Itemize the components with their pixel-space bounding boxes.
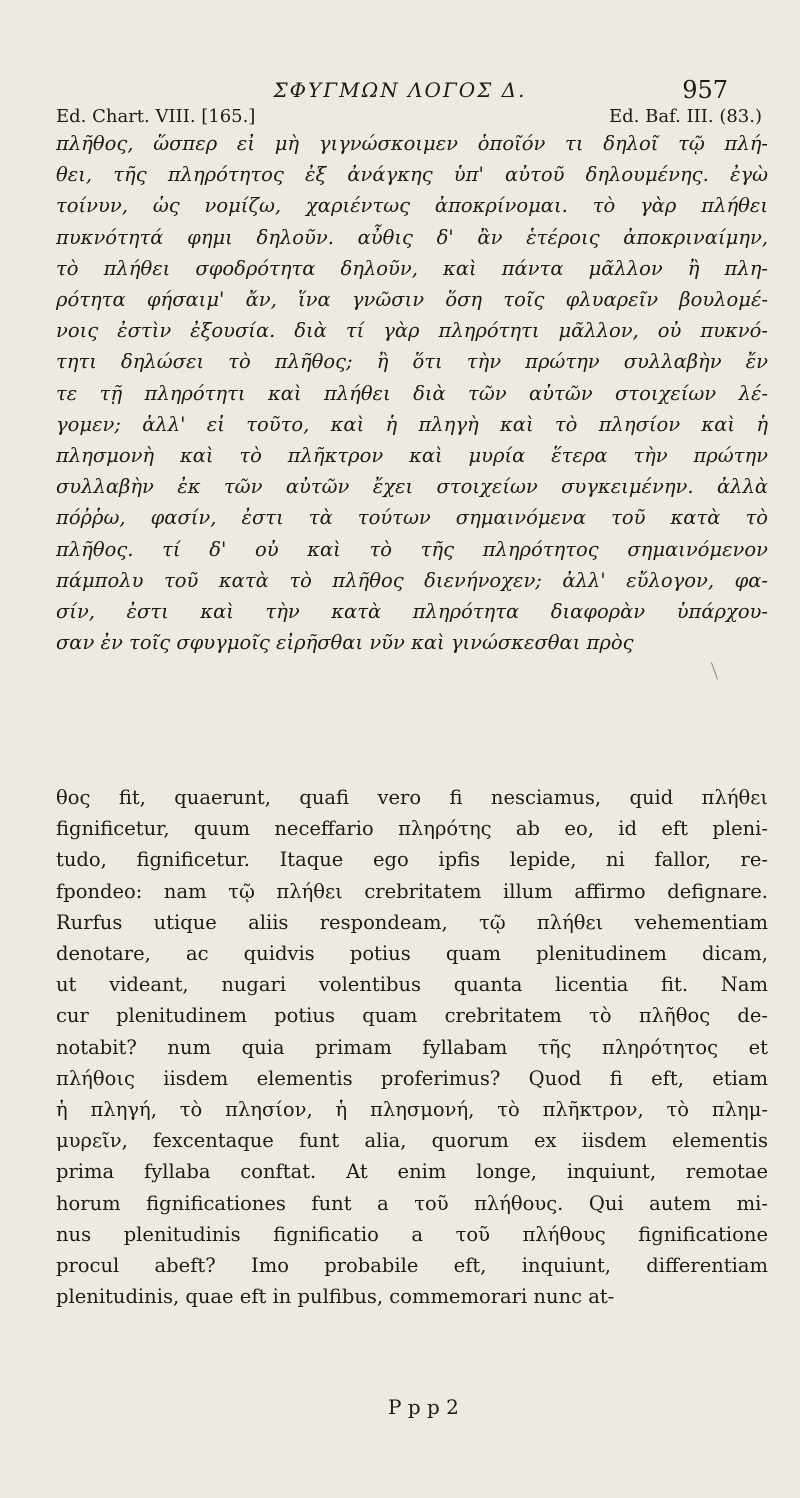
- greek-line: σίν, ἐστι καὶ τὴν κατὰ πληρότητα διαφορὰν ὑπάρχου-: [56, 600, 768, 624]
- greek-line: τὸ πλήθει σφοδρότητα δηλοῦν, καὶ πάντα μᾶλλον ἢ πλη-: [56, 256, 768, 280]
- latin-line: πλήθοις iisdem elementis proferimus? Quod fi eft, etiam: [56, 1066, 768, 1090]
- printer-signature: P p p 2: [388, 1395, 459, 1419]
- latin-line: θος fit, quaerunt, quafi vero fi nesciamus, quid πλήθει: [56, 786, 768, 809]
- latin-line: fignificetur, quum neceffario πληρότης ab eo, id eft pleni-: [56, 817, 768, 841]
- latin-line: tudo, fignificetur. Itaque ego ipfis lepide, ni fallor, re-: [56, 848, 768, 872]
- edition-chartier: Ed. Chart. VIII. [165.]: [56, 106, 256, 127]
- latin-line: procul abeft? Imo probabile eft, inquiunt, differentiam: [56, 1254, 768, 1278]
- latin-text-block: [56, 782, 768, 1312]
- greek-line: πυκνότητά φημι δηλοῦν. αὖθις δ' ἂν ἑτέροις ἀποκριναίμην,: [56, 225, 768, 249]
- greek-line: ρότητα φήσαιμ' ἄν, ἵνα γνῶσιν ὅση τοῖς φλυαρεῖν βουλομέ-: [56, 288, 768, 312]
- latin-line: prima fyllaba conftat. At enim longe, inquiunt, remotae: [56, 1160, 768, 1184]
- greek-line: νοις ἐστὶν ἐξουσία. διὰ τί γὰρ πληρότητι μᾶλλον, οὐ πυκνό-: [56, 319, 768, 343]
- latin-line: ut videant, nugari volentibus quanta licentia fit. Nam: [56, 973, 768, 997]
- running-head: ΣΦΥΓΜΩΝ ΛΟΓΟΣ Δ.: [273, 78, 527, 102]
- greek-line: θει, τῆς πληρότητος ἐξ ἀνάγκης ὑπ' αὐτοῦ δηλουμένης. ἐγὼ: [56, 163, 768, 187]
- latin-line: cur plenitudinem potius quam crebritatem τὸ πλῆθος de-: [56, 1004, 768, 1028]
- latin-line: μυρεῖν, fexcentaque funt alia, quorum ex iisdem elementis: [56, 1129, 768, 1153]
- latin-line: plenitudinis, quae eft in pulfibus, commemorari nunc at-: [56, 1285, 615, 1309]
- greek-line: τοίνυν, ὡς νομίζω, χαριέντως ἀποκρίνομαι. τὸ γὰρ πλήθει: [56, 194, 768, 218]
- latin-line: ἡ πληγή, τὸ πλησίον, ἡ πλησμονή, τὸ πλῆκτρον, τὸ πλημ-: [56, 1098, 768, 1122]
- greek-line: σαν ἐν τοῖς σφυγμοῖς εἰρῆσθαι νῦν καὶ γινώσκεσθαι πρὸς: [56, 631, 634, 655]
- latin-line: denotare, ac quidvis potius quam plenitudinem dicam,: [56, 942, 768, 966]
- greek-line: συλλαβὴν ἐκ τῶν αὐτῶν ἔχει στοιχείων συγκειμένην. ἀλλὰ: [56, 475, 768, 499]
- latin-line: horum fignificationes funt a τοῦ πλήθους. Qui autem mi-: [56, 1191, 768, 1215]
- greek-line: πλῆθος, ὥσπερ εἰ μὴ γιγνώσκοιμεν ὁποῖόν τι δηλοῖ τῷ πλή-: [56, 132, 768, 155]
- page-number: 957: [682, 76, 728, 104]
- greek-line: πόῤῥω, φασίν, ἐστι τὰ τούτων σημαινόμενα τοῦ κατὰ τὸ: [56, 506, 768, 530]
- greek-line: γομεν; ἀλλ' εἰ τοῦτο, καὶ ἡ πληγὴ καὶ τὸ πλησίον καὶ ἡ: [56, 412, 768, 436]
- greek-text-block: [56, 128, 768, 658]
- edition-basel: Ed. Baf. III. (83.): [609, 106, 762, 127]
- greek-line: πάμπολυ τοῦ κατὰ τὸ πλῆθος διενήνοχεν; ἀλλ' εὔλογον, φα-: [56, 568, 768, 592]
- margin-mark: [711, 662, 718, 679]
- greek-line: πλῆθος. τί δ' οὐ καὶ τὸ τῆς πληρότητος σημαινόμενον: [56, 537, 768, 561]
- latin-line: nus plenitudinis fignificatio a τοῦ πλήθους fignificatione: [56, 1222, 768, 1246]
- greek-line: πλησμονὴ καὶ τὸ πλῆκτρον καὶ μυρία ἕτερα τὴν πρώτην: [56, 444, 768, 468]
- latin-line: notabit? num quia primam fyllabam τῆς πληρότητος et: [56, 1035, 768, 1059]
- latin-line: Rurfus utique aliis respondeam, τῷ πλήθει vehementiam: [56, 910, 768, 934]
- greek-line: τητι δηλώσει τὸ πλῆθος; ἢ ὅτι τὴν πρώτην συλλαβὴν ἔν: [56, 350, 768, 374]
- edition-references: [56, 106, 762, 130]
- greek-line: τε τῇ πληρότητι καὶ πλήθει διὰ τῶν αὐτῶν στοιχείων λέ-: [56, 381, 768, 405]
- latin-line: fpondeo: nam τῷ πλήθει crebritatem illum affirmo defignare.: [56, 879, 768, 903]
